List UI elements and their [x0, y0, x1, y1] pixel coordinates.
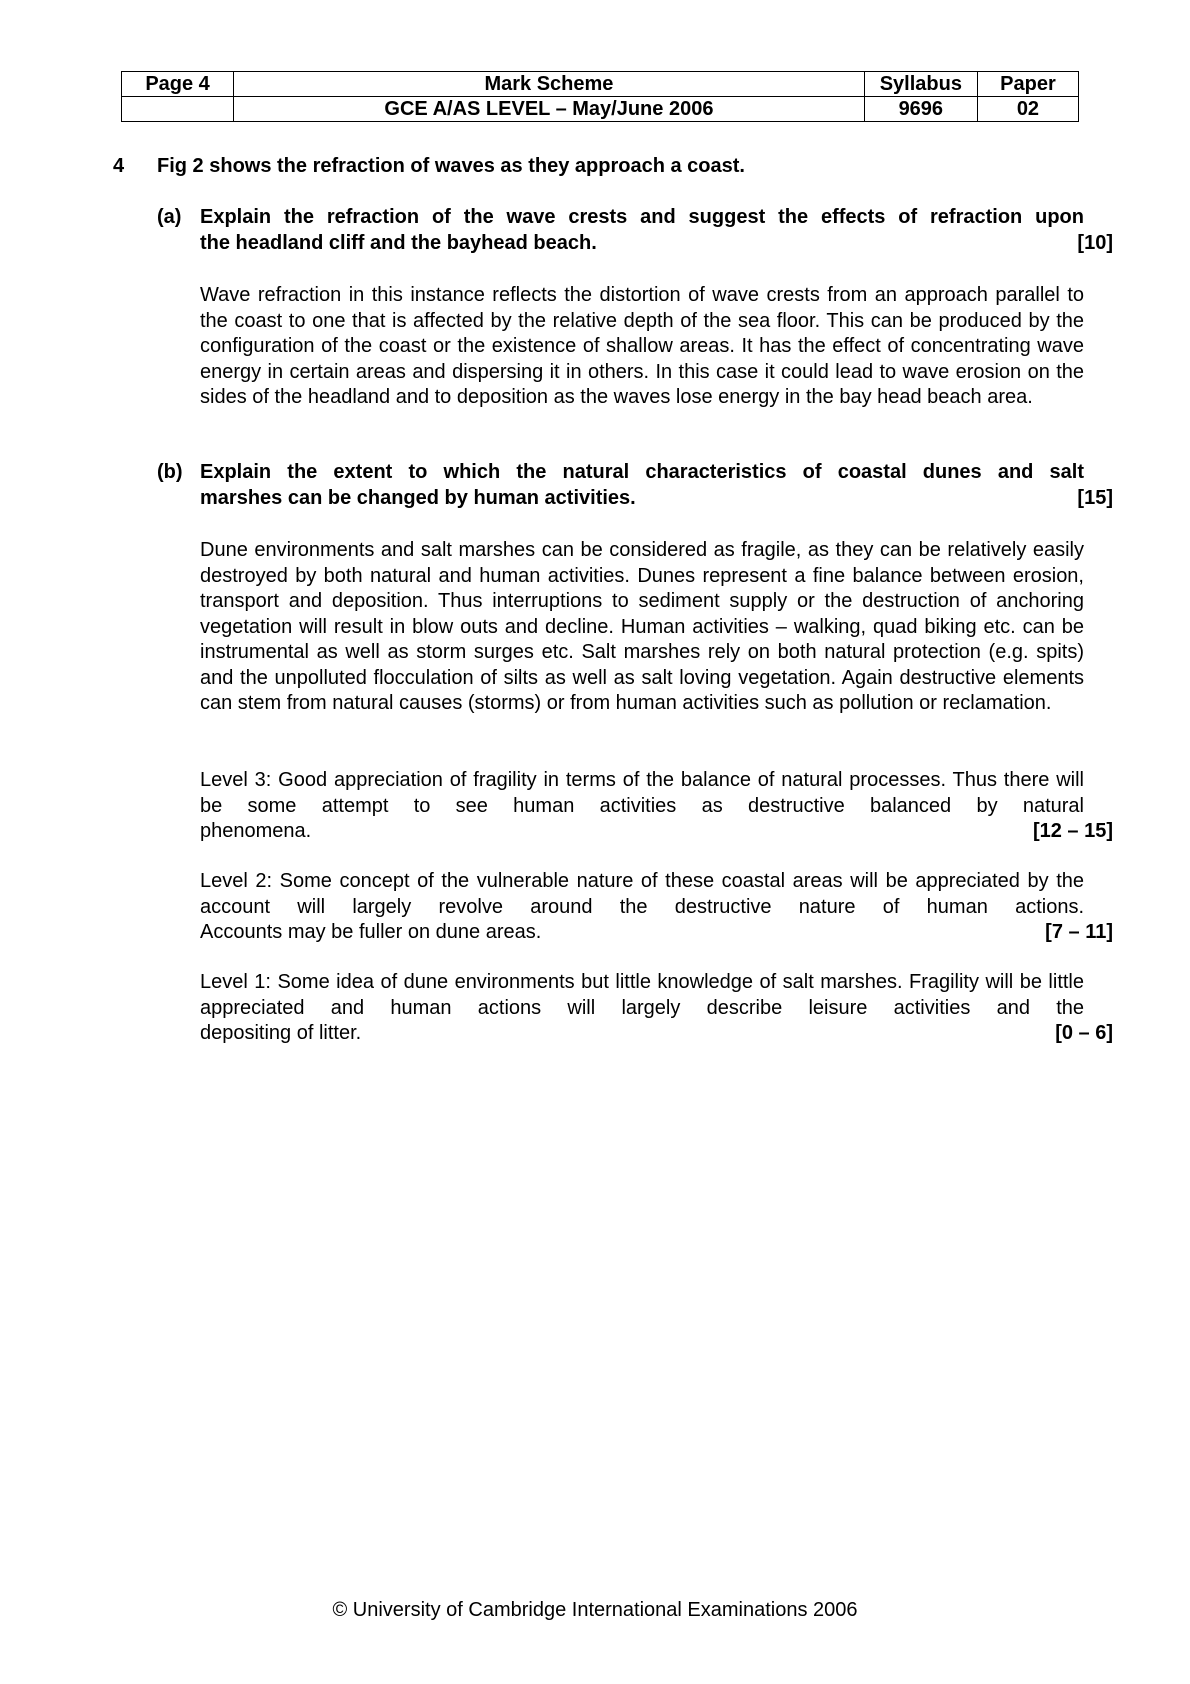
copyright-footer: © University of Cambridge International Examinations 2006: [332, 1599, 858, 1621]
header-row-2: [122, 97, 1079, 122]
header-syllabus-label: Syllabus: [864, 72, 977, 97]
level-3-last-row: [200, 819, 1113, 845]
part-a-marks: [10]: [1077, 231, 1113, 254]
part-b-question-line-2: marshes can be changed by human activities.: [200, 486, 636, 509]
header-page-label: Page 4: [122, 72, 234, 97]
part-a-question-line-1: Explain the refraction of the wave crests and suggest the effects of refraction upon: [200, 206, 1084, 228]
level-1-text-end: depositing of litter.: [200, 1022, 362, 1044]
level-1-marks: [0 – 6]: [1055, 1022, 1113, 1044]
header-table: [121, 71, 1079, 122]
header-paper-number: 02: [977, 97, 1078, 122]
part-a-question: [200, 205, 1113, 256]
part-a-question-line-2: the headland cliff and the bayhead beach.: [200, 231, 597, 254]
level-3-descriptor: [200, 768, 1113, 845]
level-1-last-row: [200, 1021, 1113, 1047]
header-page-blank: [122, 97, 234, 122]
header-row-1: [122, 72, 1079, 97]
part-b-question-line-1: Explain the extent to which the natural characteristics of coastal dunes and salt: [200, 461, 1084, 483]
part-a-question-line-2-row: [200, 231, 1113, 257]
part-b-label: (b): [157, 461, 183, 483]
level-2-text-end: Accounts may be fuller on dune areas.: [200, 921, 542, 943]
level-3-text-end: phenomena.: [200, 820, 312, 842]
level-2-descriptor: [200, 869, 1113, 946]
level-2-text: Level 2: Some concept of the vulnerable nature of these coastal areas will be appreciated by the account will largely revolve around the destructive nature of human actions.: [200, 870, 1084, 918]
question-text: Fig 2 shows the refraction of waves as they approach a coast.: [157, 155, 745, 177]
header-exam-title: GCE A/AS LEVEL – May/June 2006: [234, 97, 865, 122]
part-b-marks: [15]: [1077, 486, 1113, 509]
part-b-question-line-2-row: [200, 486, 1113, 512]
level-1-text: Level 1: Some idea of dune environments but little knowledge of salt marshes. Fragility will be little appreciated and human actions will largely describe leisure activities and the: [200, 971, 1084, 1019]
part-b-question: [200, 460, 1113, 511]
part-a-answer: Wave refraction in this instance reflects the distortion of wave crests from an approach parallel to the coast to one that is affected by the relative depth of the sea floor. This can be produced by the configuration of the coast or the existence of shallow areas. It has the effect of concentrating wave energy in certain areas and dispersing it in others. In this case it could lead to wave erosion on the sides of the headland and to deposition as the waves lose energy in the bay head beach area.: [200, 284, 1084, 408]
level-3-marks: [12 – 15]: [1032, 820, 1113, 842]
level-2-marks: [7 – 11]: [1045, 921, 1113, 943]
level-2-last-row: [200, 920, 1113, 946]
header-paper-label: Paper: [977, 72, 1078, 97]
header-title: Mark Scheme: [234, 72, 865, 97]
part-b-answer: Dune environments and salt marshes can be considered as fragile, as they can be relatively easily destroyed by both natural and human activities. Dunes represent a fine balance between erosion, transport and deposition. Thus interruptions to sediment supply or the destruction of anchoring vegetation will result in blow outs and decline. Human activities – walking, quad biking etc. can be instrumental as well as storm surges etc. Salt marshes rely on both natural protection (e.g. spits) and the unpolluted flocculation of silts as well as salt loving vegetation. Again destructive elements can stem from natural causes (storms) or from human activities such as pollution or reclamation.: [200, 539, 1084, 714]
part-a-label: (a): [157, 206, 182, 228]
level-1-descriptor: [200, 970, 1113, 1047]
level-3-text: Level 3: Good appreciation of fragility in terms of the balance of natural processes. Thus there will be some attempt to see human activities as destructive balanced by natural: [200, 769, 1084, 817]
header-syllabus-code: 9696: [864, 97, 977, 122]
question-number: 4: [113, 155, 125, 177]
